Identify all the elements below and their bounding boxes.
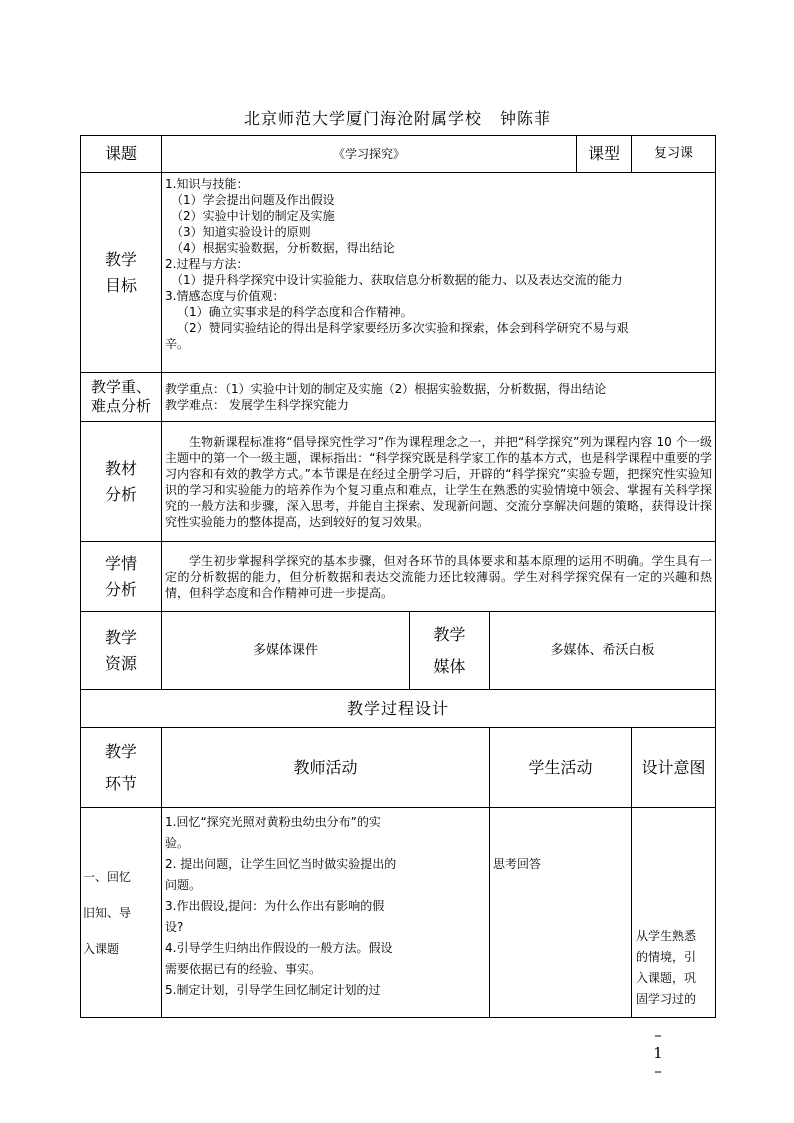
- course-row: [81, 136, 716, 173]
- document-header: [80, 106, 715, 129]
- page-number: [648, 1026, 668, 1080]
- course-value: 《学习探究》: [162, 136, 577, 173]
- teacher-line: 验。: [165, 836, 190, 850]
- objective-line: （3）知道实验设计的原则: [171, 225, 311, 239]
- objective-line: 辛。: [165, 337, 190, 351]
- process-header-row: [81, 728, 716, 808]
- teacher-line: 问题。: [165, 878, 202, 892]
- students-row: [81, 542, 716, 612]
- design-intent: 从学生熟悉 的情境，引 入课题，巩 固学习过的: [632, 808, 716, 1018]
- page-number-dash-bottom: –: [654, 1062, 662, 1080]
- student-activity: 思考回答: [490, 808, 632, 1018]
- author-name: 钟陈菲: [500, 109, 552, 128]
- teacher-line: 4.引导学生归纳出作假设的一般方法。假设: [165, 941, 393, 955]
- students-content: [162, 542, 716, 612]
- teacher-line: 1.回忆“探究光照对黄粉虫幼虫分布”的实: [165, 815, 381, 829]
- teacher-line: 2. 提出问题，让学生回忆当时做实验提出的: [165, 857, 397, 871]
- school-name: 北京师范大学厦门海沧附属学校: [243, 109, 482, 128]
- page-number-dash-top: –: [654, 1026, 662, 1044]
- step-name: 一、回忆 旧知、导 入课题: [81, 808, 162, 1018]
- col-step-header: 教学 环节: [81, 728, 162, 808]
- col-intent-header: 设计意图: [632, 728, 716, 808]
- resources-row: [81, 612, 716, 690]
- teacher-line: 需要依据已有的经验、事实。: [165, 962, 322, 976]
- resources-value: 多媒体课件: [162, 612, 410, 690]
- objective-line: 3.情感态度与价值观：: [165, 289, 285, 303]
- objective-line: （4）根据实验数据，分析数据，得出结论: [171, 241, 395, 255]
- process-title-row: [81, 690, 716, 728]
- media-value: 多媒体、希沃白板: [490, 612, 716, 690]
- objective-line: （2）实验中计划的制定及实施: [171, 209, 335, 223]
- objective-line: 1.知识与技能：: [165, 177, 249, 191]
- col-teacher-header: 教师活动: [162, 728, 490, 808]
- key-points-content: [162, 373, 716, 422]
- lesson-plan-table: [80, 135, 716, 1018]
- course-type-label: 课型: [577, 136, 632, 173]
- resources-label: 教学 资源: [81, 612, 162, 690]
- objective-line: （1）确立实事求是的科学态度和合作精神。: [177, 305, 413, 319]
- media-label: 教学 媒体: [410, 612, 490, 690]
- objectives-row: [81, 173, 716, 373]
- material-label: 教材 分析: [81, 422, 162, 542]
- objectives-label: 教学 目标: [81, 173, 162, 373]
- material-row: [81, 422, 716, 542]
- students-text: 学生初步掌握科学探究的基本步骤，但对各环节的具体要求和基本原理的运用不明确。学生具有一定的分析数据的能力，但分析数据和表达交流能力还比较薄弱。学生对科学探究保有一定的兴趣和热情，但科学态度和合作精神可进一步提高。: [165, 553, 713, 600]
- page-number-value: 1: [653, 1044, 663, 1062]
- teacher-line: 5.制定计划，引导学生回忆制定计划的过: [165, 983, 381, 997]
- process-title: 教学过程设计: [81, 690, 716, 728]
- key-points-row: [81, 373, 716, 422]
- col-student-header: 学生活动: [490, 728, 632, 808]
- process-step-row: [81, 808, 716, 1018]
- key-focus: 教学重点：（1）实验中计划的制定及实施（2）根据实验数据，分析数据，得出结论: [165, 382, 607, 396]
- objective-line: （1）学会提出问题及作出假设: [171, 193, 335, 207]
- teacher-line: 设?: [165, 920, 184, 934]
- course-label: 课题: [81, 136, 162, 173]
- course-type-value: 复习课: [632, 136, 716, 173]
- teacher-activity: [162, 808, 490, 1018]
- key-difficulty: 教学难点： 发展学生科学探究能力: [165, 398, 349, 412]
- objectives-content: [162, 173, 716, 373]
- objective-line: （1）提升科学探究中设计实验能力、获取信息分析数据的能力、以及表达交流的能力: [171, 273, 623, 287]
- teacher-line: 3.作出假设,提问：为什么作出有影响的假: [165, 899, 385, 913]
- objective-line: （2）赞同实验结论的得出是科学家要经历多次实验和探索，体会到科学研究不易与艰: [177, 321, 629, 335]
- material-text: 生物新课程标准将“倡导探究性学习”作为课程理念之一，并把“科学探究”列为课程内容 10 个一级主题中的第一个一级主题，课标指出：“科学探究既是科学家工作的基本方式，也是科学课程中重要的学习内容和有效的教学方式。”本节课是在经过全册学习后，开辟的“科学探究”实验专题，把探究性实验知识的学习和实验能力的培养作为个复习重点和难点，让学生在熟悉的实验情境中领会、掌握有关科学探究的一般方法和步骤，深入思考，并能自主探索、发现新问题、交流分享解决问题的策略，获得设计探究性实验能力的整体提高，达到较好的复习效果。: [165, 434, 713, 529]
- key-points-label: 教学重、 难点分析: [81, 373, 162, 422]
- material-content: [162, 422, 716, 542]
- students-label: 学情 分析: [81, 542, 162, 612]
- objective-line: 2.过程与方法：: [165, 257, 249, 271]
